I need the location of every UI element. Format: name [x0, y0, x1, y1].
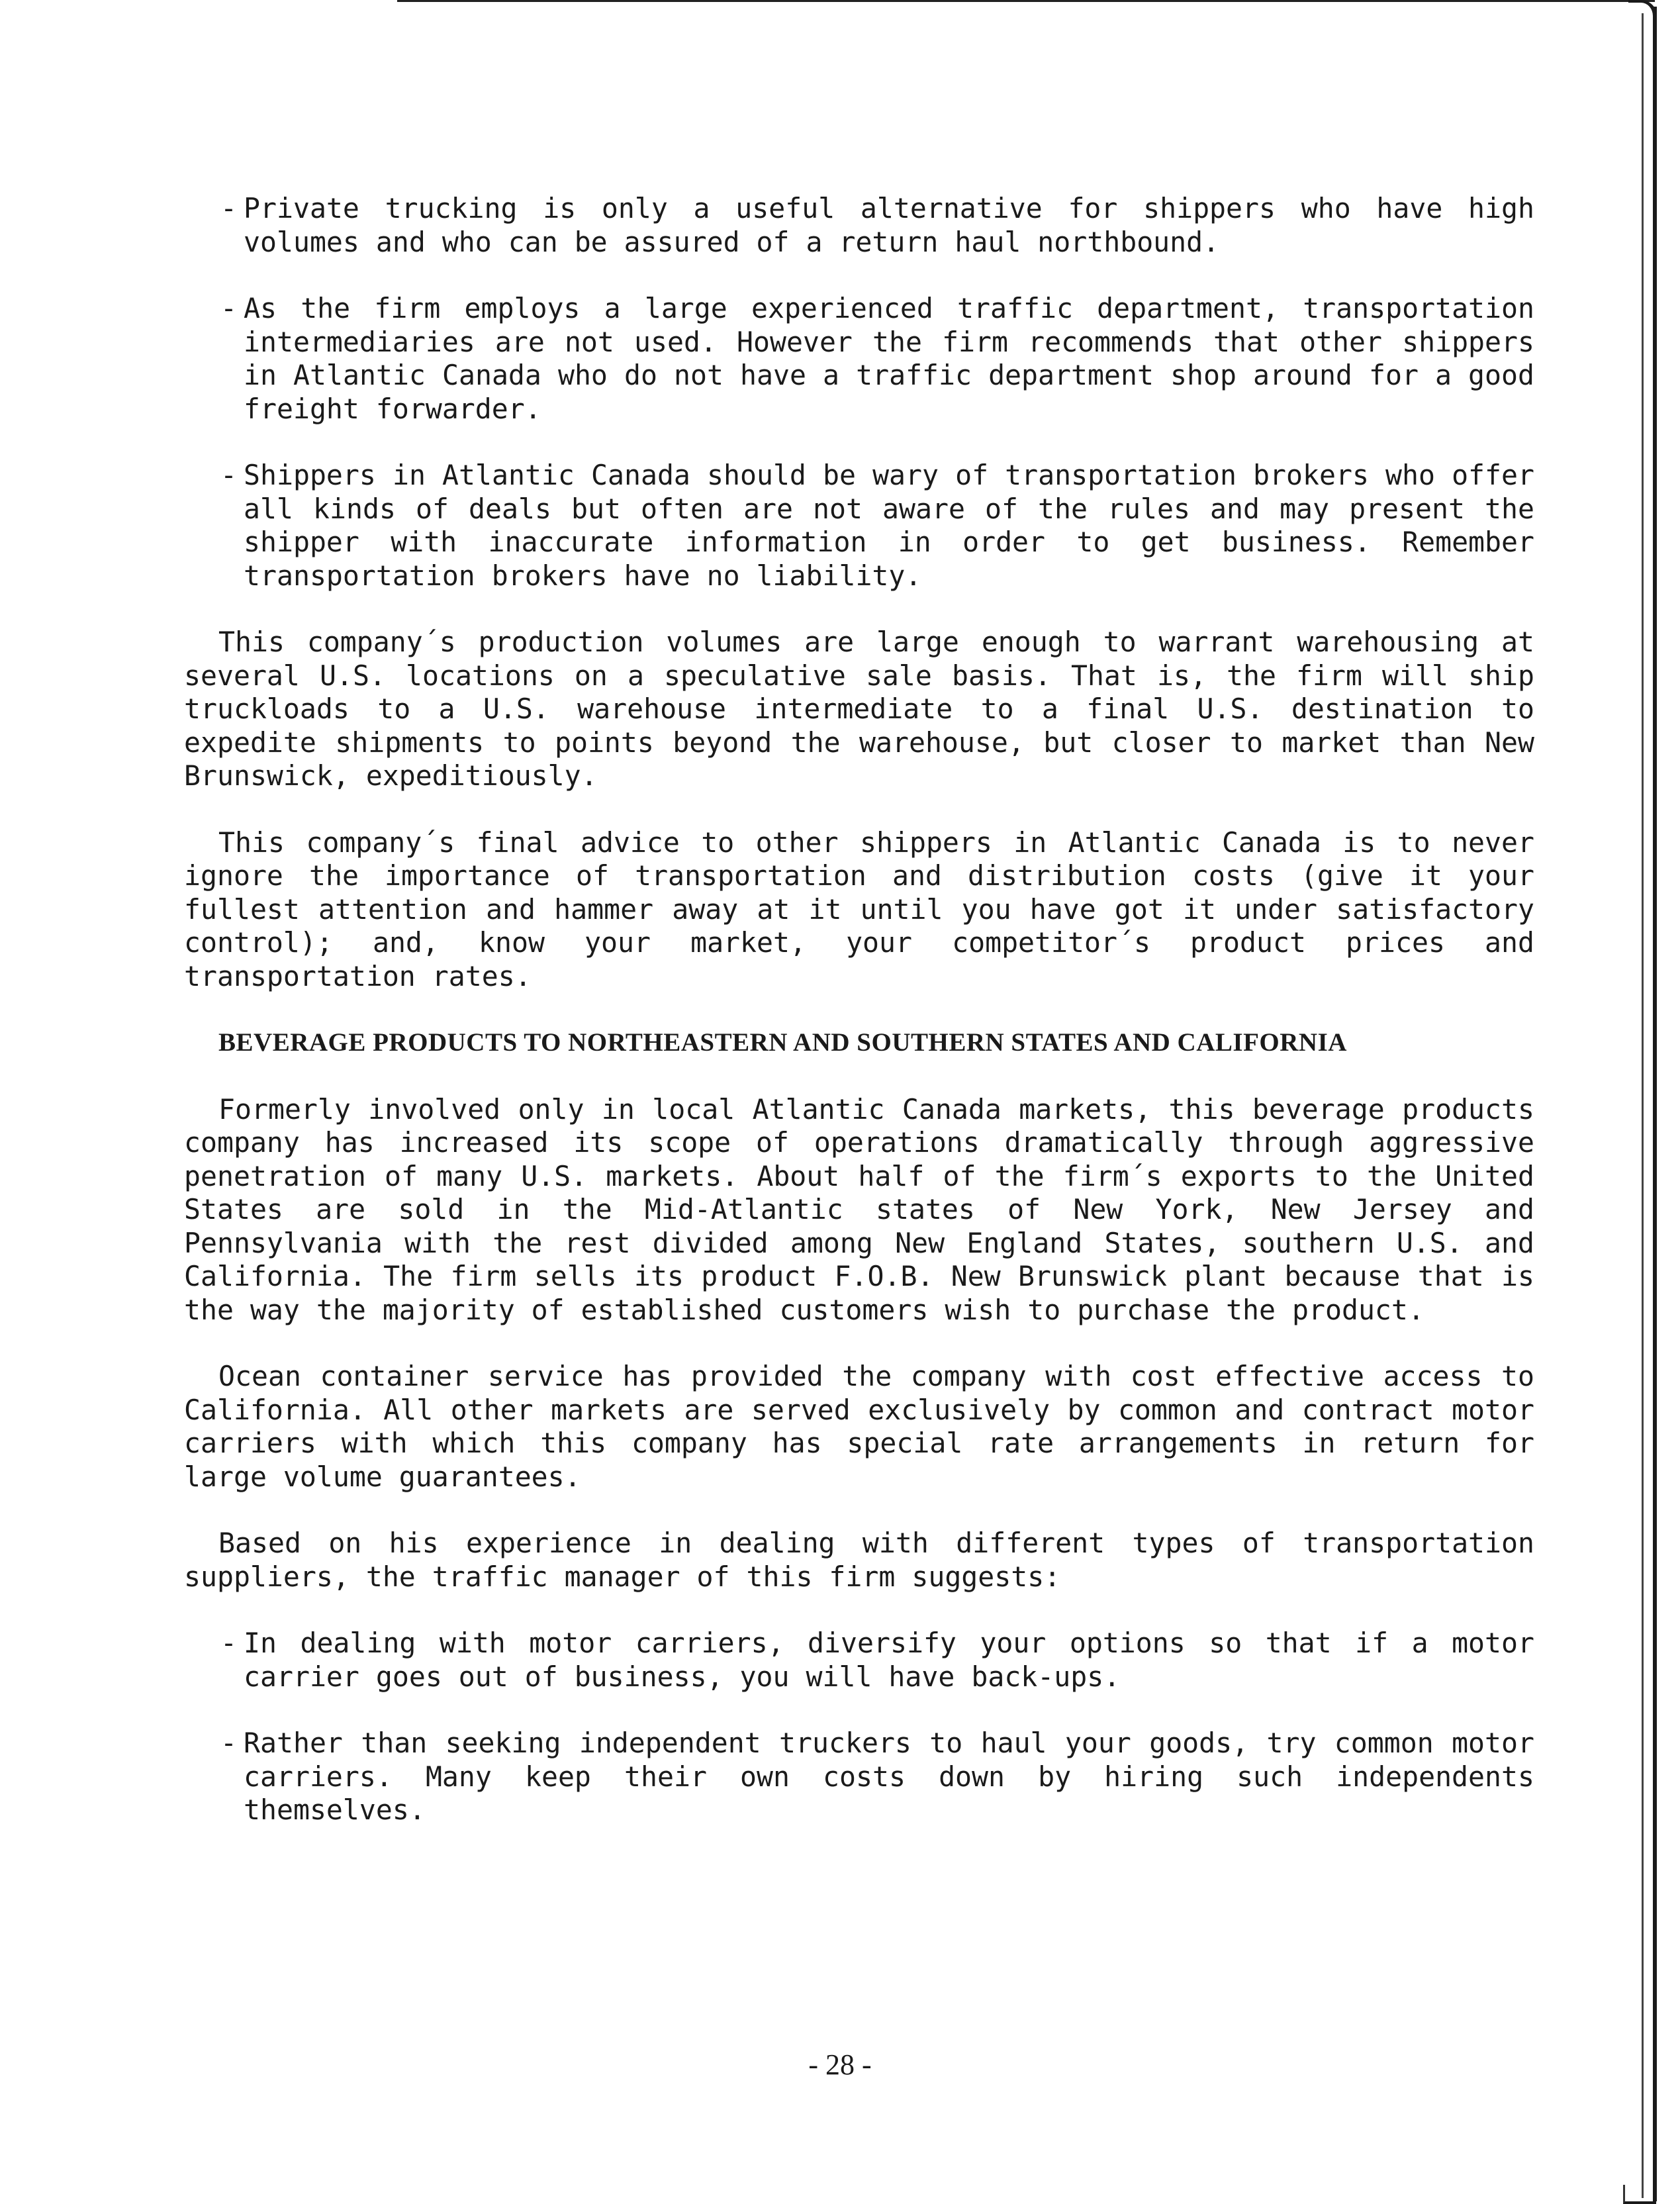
bullet-item — [184, 1627, 1534, 1694]
paragraph-beverage-markets: Formerly involved only in local Atlantic Canada markets, this beverage products company has increased its scope of operations dramatically through aggressive penetration of many U.S. markets. About half of the firm´s exports to the United States are sold in the Mid-Atlantic states of New York, New Jersey and Pennsylvania with the rest divided among New England States, southern U.S. and California. The firm sells its product F.O.B. New Brunswick plant because that is the way the majority of established customers wish to purchase the product. — [184, 1092, 1534, 1326]
binder-edge-bottom — [1623, 2185, 1656, 2204]
bullet-item — [184, 1727, 1534, 1827]
paragraph-warehousing: This company´s production volumes are large enough to warrant warehousing at several U.S. locations on a speculative sale basis. That is, the firm will ship truckloads to a U.S. warehouse intermediate to a final U.S. destination to expedite shipments to points beyond the warehouse, but closer to market than New Brunswick, expeditiously. — [184, 626, 1534, 792]
binder-edge-inner — [1642, 13, 1644, 2198]
bullet-item — [184, 292, 1534, 426]
page-body — [184, 192, 1534, 1860]
bullet-dash: - — [220, 1627, 237, 1659]
top-rule — [397, 0, 1655, 2]
bullet-text: Private trucking is only a useful alternative for shippers who have high volumes and who can be assured of a return haul northbound. — [244, 192, 1534, 258]
paragraph-ocean-container: Ocean container service has provided the company with cost effective access to California. All other markets are served exclusively by common and contract motor carriers with which this company has special rate arrangements in return for large volume guarantees. — [184, 1360, 1534, 1493]
bullet-text: Shippers in Atlantic Canada should be wary of transportation brokers who offer all kinds of deals but often are not aware of the rules and may present the shipper with inaccurate information in order to get business. Remember transportation brokers have no liability. — [244, 459, 1534, 592]
bullet-item — [184, 459, 1534, 593]
bullet-dash: - — [220, 192, 237, 224]
paragraph-final-advice: This company´s final advice to other shippers in Atlantic Canada is to never ignore the importance of transportation and distribution costs (give it your fullest attention and hammer away at it until you have got it under satisfactory control); and, know your market, your competitor´s product prices and transportation rates. — [184, 826, 1534, 992]
paragraph-traffic-manager: Based on his experience in dealing with different types of transportation suppliers, the traffic manager of this firm suggests: — [184, 1527, 1534, 1593]
bullet-dash: - — [220, 292, 237, 324]
binder-edge — [1653, 7, 1657, 2201]
section-heading: BEVERAGE PRODUCTS TO NORTHEASTERN AND SOUTHERN STATES AND CALIFORNIA — [218, 1028, 1347, 1057]
bullet-item — [184, 192, 1534, 259]
bullet-dash: - — [220, 1727, 237, 1759]
bullet-text: As the firm employs a large experienced traffic department, transportation intermediaries are not used. However the firm recommends that other shippers in Atlantic Canada who do not have a traffic department shop around for a good freight forwarder. — [244, 292, 1534, 425]
bullet-dash: - — [220, 459, 237, 491]
bullet-text: Rather than seeking independent truckers to haul your goods, try common motor carriers. Many keep their own costs down by hiring such independents themselves. — [244, 1727, 1534, 1826]
page-number: - 28 - — [808, 2048, 872, 2081]
bullet-text: In dealing with motor carriers, diversify your options so that if a motor carrier goes out of business, you will have back-ups. — [244, 1627, 1534, 1693]
